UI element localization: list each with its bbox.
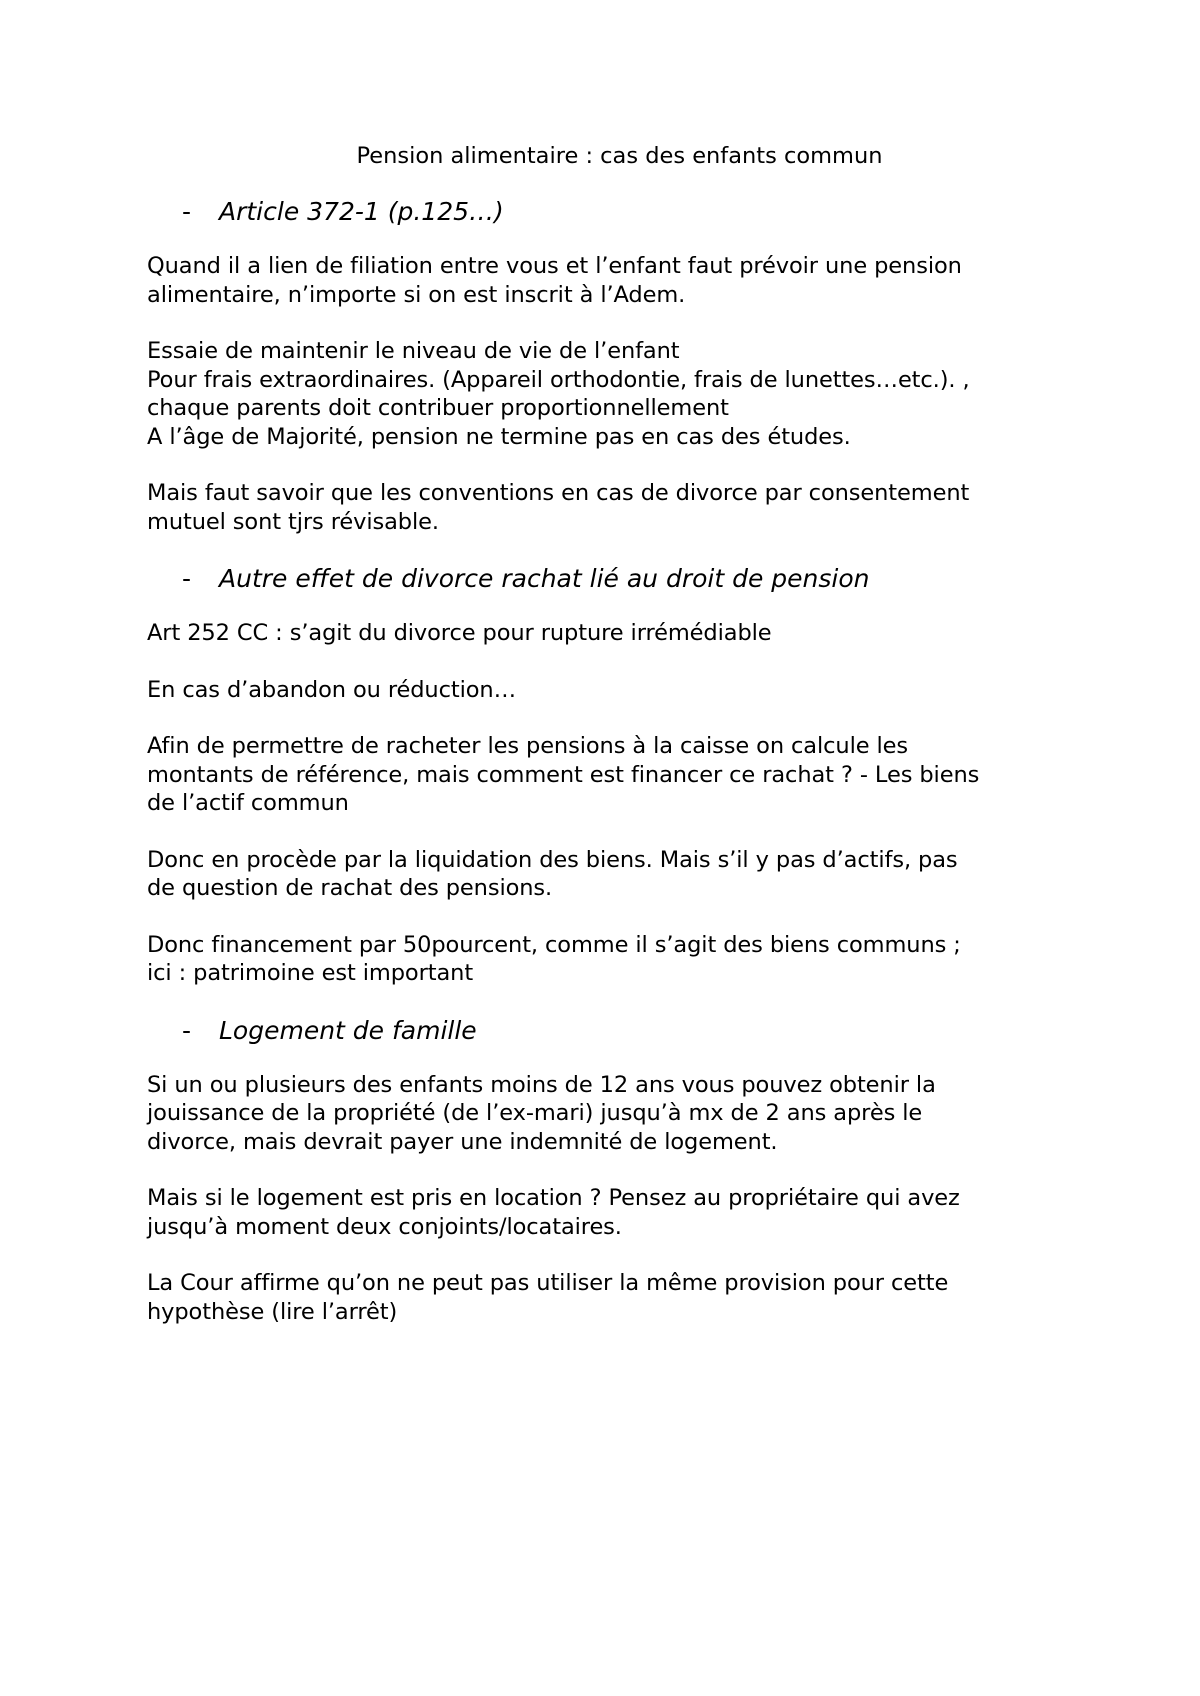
- paragraph: Si un ou plusieurs des enfants moins de 12 ans vous pouvez obtenir la jouissance de la propriété (de l’ex-mari) jusqu’à mx de 2 ans après le divorce, mais devrait payer une indemnité de logement.: [147, 1071, 936, 1155]
- bullet-dash: -: [182, 1015, 192, 1045]
- paragraph: Essaie de maintenir le niveau de vie de l’enfant Pour frais extraordinaires. (Appareil orthodontie, frais de lunettes…etc.). , chaque parents doit contribuer proportionnellement A l’âge de Majorité, pension ne termine pas en cas des études.: [147, 338, 970, 450]
- paragraph: En cas d’abandon ou réduction…: [147, 676, 516, 703]
- document-page: [147, 142, 1067, 1354]
- paragraph: Mais faut savoir que les conventions en cas de divorce par consentement mutuel sont tjrs révisable.: [147, 480, 970, 535]
- paragraph: La Cour affirme qu’on ne peut pas utiliser la même provision pour cette hypothèse (lire l’arrêt): [147, 1270, 949, 1325]
- paragraph: Donc financement par 50pourcent, comme il s’agit des biens communs ; ici : patrimoine est important: [147, 931, 961, 986]
- paragraph: Donc en procède par la liquidation des biens. Mais s’il y pas d’actifs, pas de question de rachat des pensions.: [147, 846, 958, 901]
- paragraph: Afin de permettre de racheter les pensions à la caisse on calcule les montants de référence, mais comment est financer ce rachat ? - Les biens de l’actif commun: [147, 733, 980, 816]
- section-heading-2: [147, 564, 1067, 594]
- section-heading-text: Logement de famille: [219, 1015, 477, 1045]
- paragraph: Quand il a lien de filiation entre vous et l’enfant faut prévoir une pension alimentaire, n’importe si on est inscrit à l’Adem.: [147, 253, 962, 308]
- paragraph: Mais si le logement est pris en location ? Pensez au propriétaire qui avez jusqu’à moment deux conjoints/locataires.: [147, 1185, 960, 1240]
- bullet-dash: -: [182, 197, 192, 226]
- bullet-dash: -: [182, 564, 192, 593]
- section-heading-text: Autre effet de divorce rachat lié au droit de pension: [219, 564, 870, 593]
- section-heading-3: [147, 1016, 1067, 1046]
- paragraph: Art 252 CC : s’agit du divorce pour rupture irrémédiable: [147, 620, 772, 646]
- document-title: Pension alimentaire : cas des enfants commun: [356, 143, 883, 169]
- section-heading-text: Article 372-1 (p.125…): [219, 197, 504, 226]
- section-heading-1: [147, 197, 1067, 227]
